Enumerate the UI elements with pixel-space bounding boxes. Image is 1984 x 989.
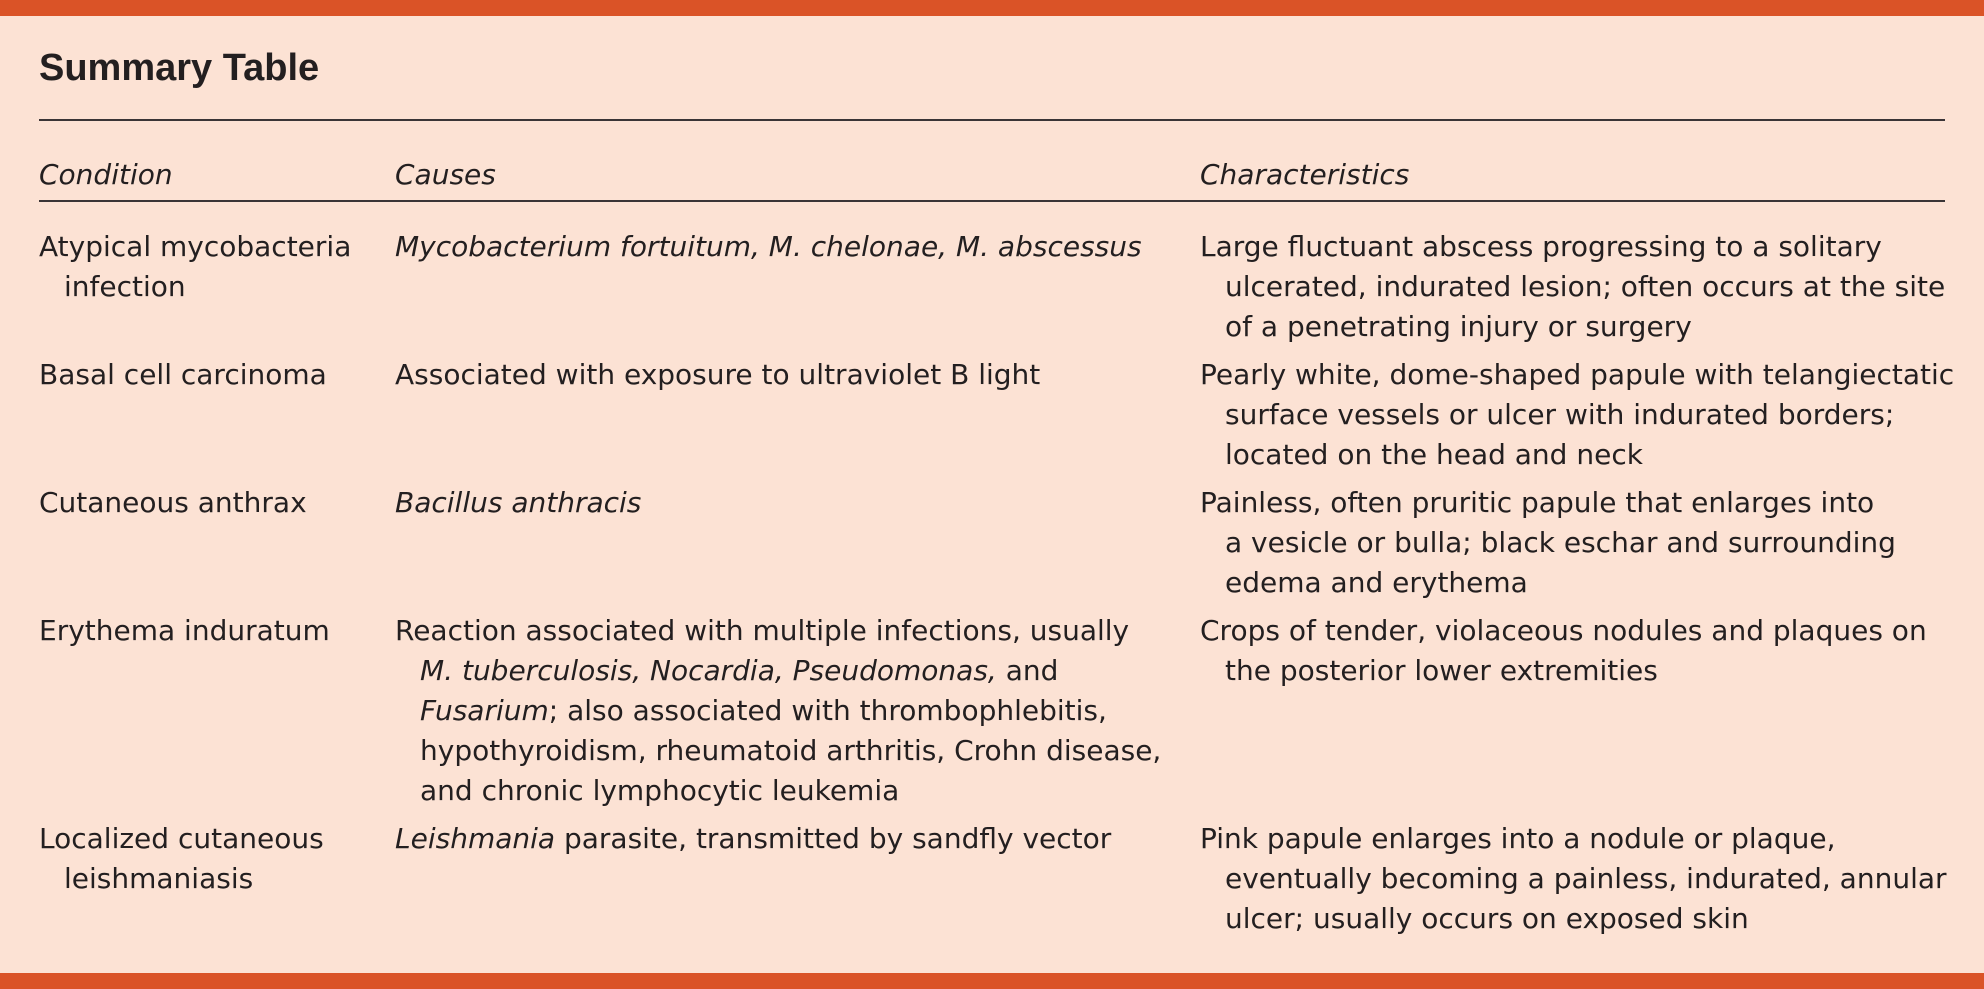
top-accent-bar bbox=[0, 0, 1984, 16]
cell-line: Large fluctuant abscess progressing to a solitary bbox=[1200, 230, 1882, 263]
text-run: M. tuberculosis, Nocardia, Pseudomonas, bbox=[420, 654, 997, 687]
cell-line: of a penetrating injury or surgery bbox=[1225, 310, 1692, 343]
text-run: Mycobacterium fortuitum, M. chelonae, M. abscessus bbox=[395, 230, 1142, 263]
text-run: Leishmania bbox=[395, 822, 556, 855]
text-run: and chronic lymphocytic leukemia bbox=[420, 774, 900, 807]
cell-characteristics bbox=[1200, 355, 1960, 475]
cell-causes bbox=[395, 611, 1162, 811]
cell-line: Pearly white, dome-shaped papule with telangiectatic bbox=[1200, 358, 1955, 391]
text-run: and bbox=[996, 654, 1059, 687]
text-run: parasite, transmitted by sandfly vector bbox=[555, 822, 1112, 855]
cell-line bbox=[395, 227, 1155, 267]
cell-line: Basal cell carcinoma bbox=[39, 358, 327, 391]
header-causes: Causes bbox=[395, 158, 496, 191]
text-run: Bacillus anthracis bbox=[395, 486, 642, 519]
cell-line: Painless, often pruritic papule that enlarges into bbox=[1200, 486, 1875, 519]
table-title: Summary Table bbox=[39, 47, 320, 89]
bottom-accent-bar bbox=[0, 973, 1984, 989]
text-run: Fusarium bbox=[420, 694, 549, 727]
header-characteristics: Characteristics bbox=[1200, 158, 1410, 191]
cell-line bbox=[395, 819, 1155, 859]
cell-line: Pink papule enlarges into a nodule or plaque, bbox=[1200, 822, 1836, 855]
cell-line: the posterior lower extremities bbox=[1225, 654, 1658, 687]
header-condition: Condition bbox=[39, 158, 173, 191]
cell-condition bbox=[39, 483, 379, 523]
cell-line: leishmaniasis bbox=[64, 862, 254, 895]
cell-line bbox=[395, 771, 1155, 811]
cell-line: Localized cutaneous bbox=[39, 822, 324, 855]
header-divider bbox=[39, 200, 1945, 202]
text-run: Associated with exposure to ultraviolet B light bbox=[395, 358, 1041, 391]
cell-causes bbox=[395, 227, 1155, 267]
cell-line: surface vessels or ulcer with indurated borders; bbox=[1225, 398, 1895, 431]
cell-line: Atypical mycobacteria bbox=[39, 230, 352, 263]
cell-condition bbox=[39, 611, 379, 651]
cell-characteristics bbox=[1200, 819, 1960, 939]
text-run: hypothyroidism, rheumatoid arthritis, Crohn disease, bbox=[420, 734, 1162, 767]
cell-characteristics bbox=[1200, 611, 1960, 691]
cell-line: Cutaneous anthrax bbox=[39, 486, 307, 519]
cell-causes bbox=[395, 355, 1155, 395]
cell-line: a vesicle or bulla; black eschar and surrounding bbox=[1225, 526, 1896, 559]
cell-line bbox=[395, 355, 1155, 395]
cell-line: located on the head and neck bbox=[1225, 438, 1643, 471]
cell-line: infection bbox=[64, 270, 186, 303]
text-run: ; also associated with thrombophlebitis, bbox=[548, 694, 1107, 727]
cell-line: Crops of tender, violaceous nodules and plaques on bbox=[1200, 614, 1927, 647]
cell-causes bbox=[395, 483, 1155, 523]
cell-line: Erythema induratum bbox=[39, 614, 330, 647]
text-run: Reaction associated with multiple infections, usually bbox=[395, 614, 1130, 647]
cell-causes bbox=[395, 819, 1155, 859]
cell-condition bbox=[39, 819, 379, 899]
cell-line bbox=[395, 691, 1155, 731]
cell-line bbox=[395, 731, 1162, 771]
cell-line bbox=[395, 483, 1155, 523]
cell-condition bbox=[39, 355, 379, 395]
cell-line bbox=[395, 611, 1155, 651]
title-divider bbox=[39, 119, 1945, 121]
cell-line: ulcer; usually occurs on exposed skin bbox=[1225, 902, 1749, 935]
cell-line: ulcerated, indurated lesion; often occurs at the site bbox=[1225, 270, 1946, 303]
cell-characteristics bbox=[1200, 483, 1960, 603]
cell-condition bbox=[39, 227, 379, 307]
cell-characteristics bbox=[1200, 227, 1960, 347]
cell-line: eventually becoming a painless, indurated, annular bbox=[1225, 862, 1947, 895]
cell-line bbox=[395, 651, 1155, 691]
cell-line: edema and erythema bbox=[1225, 566, 1528, 599]
